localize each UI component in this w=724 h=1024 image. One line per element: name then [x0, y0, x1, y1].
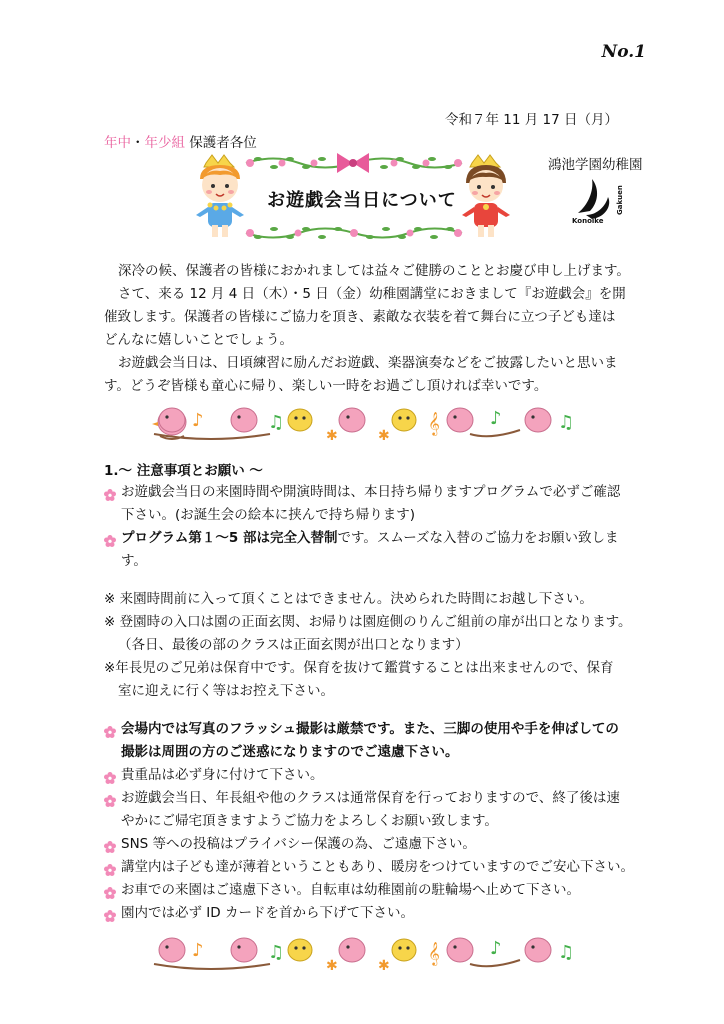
notice-item-1	[104, 481, 634, 527]
svg-text:✱: ✱	[326, 958, 338, 974]
ribbon-icon	[333, 151, 373, 179]
intro-paragraph	[104, 260, 634, 398]
notice-item-2-line2: す。	[121, 553, 147, 569]
rule-7: 園内では必ず ID カードを首から下げて下さい。	[121, 905, 414, 921]
svg-text:♪: ♪	[490, 408, 502, 429]
addressee	[104, 131, 257, 151]
rule-1-line1: 会場内では写真のフラッシュ撮影は厳禁です。また、三脚の使用や手を伸ばしての	[121, 721, 619, 737]
svg-text:✱: ✱	[326, 428, 338, 444]
svg-text:♪: ♪	[490, 938, 502, 959]
rule-item-1	[104, 718, 634, 764]
school-name: 鴻池学園幼稚園	[548, 157, 643, 173]
svg-text:♫: ♫	[558, 412, 575, 433]
rule-4: SNS 等への投稿はプライバシー保護の為、ご遠慮下さい。	[121, 836, 476, 852]
svg-text:♪: ♪	[192, 410, 204, 431]
svg-text:♫: ♫	[268, 412, 285, 433]
document-date: 令和７年 11 月 17 日（月）	[444, 112, 618, 128]
addressee-grade2: 年少組	[144, 135, 185, 151]
flower-bullet-icon	[104, 907, 116, 930]
intro-line: お遊戯会当日は、日頃練習に励んだお遊戯、楽器演奏などをご披露したいと思いま	[118, 355, 618, 371]
intro-line: どんなに嬉しいことでしょう。	[104, 332, 293, 348]
note-2-sub: （各日、最後の部のクラスは正面玄関が出口となります）	[118, 637, 469, 653]
rule-2: 貴重品は必ず身に付けて下さい。	[121, 767, 324, 783]
rule-1-line2: 撮影は周囲の方のご迷惑になりますのでご遠慮下さい。	[121, 744, 459, 760]
rule-item-5	[104, 856, 634, 879]
birds-music-decoration-1	[150, 400, 580, 450]
logo-text-2: Gakuen	[616, 185, 624, 215]
section-heading: 1.～ 注意事項とお願い ～	[104, 463, 263, 479]
note-3-sub: 室に迎えに行く等はお控え下さい。	[118, 683, 334, 699]
flower-bullet-icon	[104, 532, 116, 555]
flower-bullet-icon	[104, 723, 116, 746]
notice-item-2-rest: です。スムーズな入替のご協力をお願い致しま	[337, 530, 619, 546]
flower-bullet-icon	[104, 792, 116, 815]
notice-item-2-bold: プログラム第１～5 部は完全入替制	[121, 530, 338, 546]
rule-item-4	[104, 833, 634, 856]
svg-text:♫: ♫	[558, 942, 575, 963]
rule-6: お車での来園はご遠慮下さい。自転車は幼稚園前の駐輪場へ止めて下さい。	[121, 882, 580, 898]
notes-block	[104, 588, 634, 703]
birds-music-decoration-2	[150, 930, 580, 980]
rule-item-3	[104, 787, 634, 833]
notice-item-2	[104, 527, 634, 573]
logo-text-1: Konoike	[572, 217, 604, 225]
svg-text:✱: ✱	[378, 428, 390, 444]
intro-line: す。どうぞ皆様も童心に帰り、楽しい一時をお過ごし頂ければ幸いです。	[104, 378, 548, 394]
intro-line: さて、来る 12 月 4 日（木）・5 日（金）幼稚園講堂におきまして『お遊戯会』を開	[118, 286, 626, 302]
svg-text:✱: ✱	[378, 958, 390, 974]
addressee-grade1: 年中	[104, 135, 131, 151]
intro-line: 深冷の候、保護者の皆様におかれましては益々ご健勝のこととお慶び申し上げます。	[118, 263, 630, 279]
svg-text:𝄞: 𝄞	[428, 411, 440, 435]
rule-item-7	[104, 902, 634, 925]
rule-5: 講堂内は子ども達が薄着ということもあり、暖房をつけていますのでご安心下さい。	[121, 859, 634, 875]
notice-item-1-line1: お遊戯会当日の来園時間や開演時間は、本日持ち帰りますプログラムで必ずご確認	[121, 484, 621, 500]
svg-text:𝄞: 𝄞	[428, 941, 440, 965]
rule-3-line1: お遊戯会当日、年長組や他のクラスは通常保育を行っておりますので、終了後は速	[121, 790, 620, 806]
addressee-rest: 保護者各位	[185, 135, 257, 151]
note-3: ※年長児のご兄弟は保育中です。保育を抜けて鑑賞することは出来ませんので、保育	[104, 660, 614, 676]
svg-text:♫: ♫	[268, 942, 285, 963]
flower-vine-border-bottom	[244, 222, 464, 248]
rule-item-2	[104, 764, 634, 787]
rule-item-6	[104, 879, 634, 902]
intro-line: 催致します。保護者の皆様にご協力を頂き、素敵な衣装を着て舞台に立つ子ども達は	[104, 309, 616, 325]
rule-3-line2: やかにご帰宅頂きますようご協力をよろしくお願い致します。	[121, 813, 498, 829]
notice-item-1-line2: 下さい。(お誕生会の絵本に挟んで持ち帰ります)	[121, 507, 416, 523]
note-2: ※ 登園時の入口は園の正面玄関、お帰りは園庭側のりんご組前の扉が出口となります。	[104, 614, 632, 630]
page-title: お遊戯会当日について	[267, 190, 457, 211]
note-1: ※ 来園時間前に入って頂くことはできません。決められた時間にお越し下さい。	[104, 591, 593, 607]
svg-text:♪: ♪	[192, 940, 204, 961]
flower-bullet-icon	[104, 486, 116, 509]
page-number: No.1	[601, 42, 646, 62]
addressee-sep: ・	[131, 135, 145, 151]
